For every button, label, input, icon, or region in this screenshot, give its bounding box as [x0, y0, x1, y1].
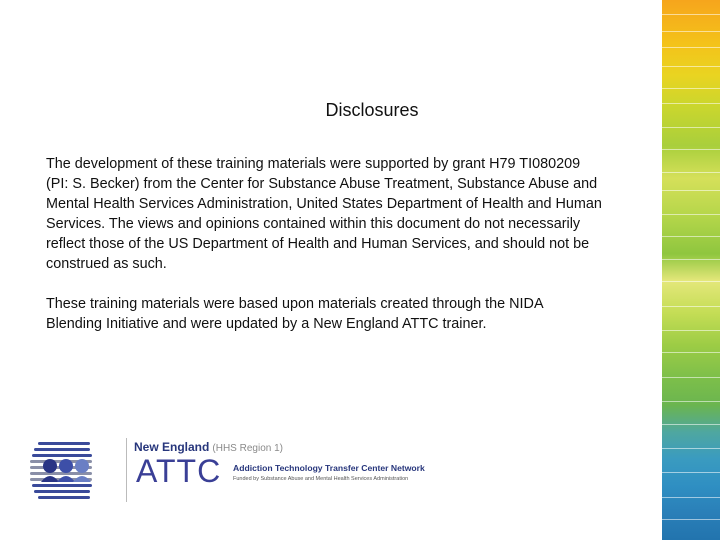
logo-org-line: [134, 440, 283, 454]
logo-region: (HHS Region 1): [212, 443, 283, 454]
disclosure-paragraph-source: These training materials were based upon materials created through the NIDA Blending Initiative and were updated by a New England ATTC trainer.: [46, 296, 544, 332]
page-title: Disclosures: [325, 100, 419, 120]
attc-people-icon: [30, 436, 96, 506]
logo-org-name: New England: [134, 440, 210, 454]
disclosure-paragraph-funding: The development of these training materials were supported by grant H79 TI080209 (PI: S. Becker) from the Center for Substance Abuse Treatment, Substance Abuse and Mental Health Services Administration, United States Department of Health and Human Services. The views and opinions contained within this document do not necessarily reflect those of the US Department of Health and Human Services, and should not be construed as such.: [46, 156, 602, 272]
attc-logo: [30, 436, 425, 506]
logo-funding-note: Funded by Substance Abuse and Mental Health Services Administration: [233, 476, 409, 482]
logo-acronym: ATTC: [136, 453, 222, 489]
logo-divider: [126, 438, 127, 502]
logo-network-name: Addiction Technology Transfer Center Network: [233, 463, 425, 473]
